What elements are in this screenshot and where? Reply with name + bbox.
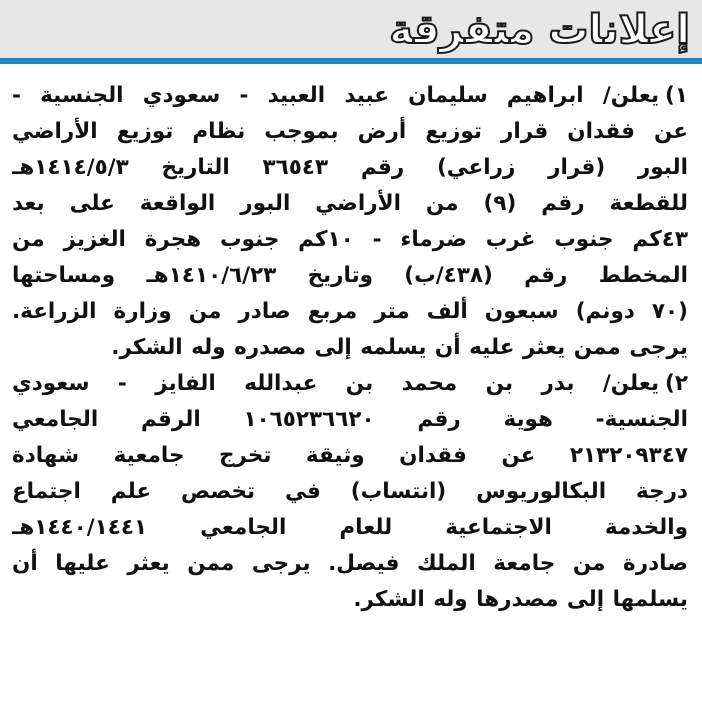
ad-2-line-1 [12,366,688,402]
classified-ads [12,78,688,618]
ad-1-line-4: للقطعة رقم (٩) من الأراضي البور الواقعة على بعد [12,191,688,216]
ad-1-line-7: (٧٠ دونم) سبعون ألف متر مربع صادر من وزارة الزراعة. [12,299,688,324]
ad-2-line-5: والخدمة الاجتماعية للعام الجامعي ١٤٤٠/١٤٤١هـ [12,515,688,540]
ad-1-line-6: المخطط رقم (٤٣٨/ب) وتاريخ ١٤١٠/٦/٢٣هـ ومساحتها [12,263,688,288]
ad-2-number: ٢) [665,371,688,396]
ad-1-line-3: البور (قرار زراعي) رقم ٣٦٥٤٣ التاريخ ١٤١٤/٥/٣هـ [12,155,688,180]
section-header [0,0,702,64]
section-title: إعلانات متفرقة [389,7,690,53]
classified-ad-1 [12,78,688,366]
ad-1-line-5: ٤٣كم جنوب غرب ضرماء - ١٠كم جنوب هجرة الغزيز من [12,227,688,252]
ad-1-number: ١) [665,83,688,108]
ad-2-line-1-text: يعلن/ بدر بن محمد بن عبدالله الفايز - سعودي [12,371,660,396]
ad-2-line-2: الجنسية- هوية رقم ١٠٦٥٢٣٦٦٢٠ الرقم الجامعي [12,407,688,432]
ad-1-line-2: عن فقدان قرار توزيع أرض بموجب نظام توزيع الأراضي [12,119,688,144]
classified-ad-2 [12,366,688,618]
ad-1-line-1-text: يعلن/ ابراهيم سليمان عبيد العبيد - سعودي الجنسية - [12,83,660,108]
ad-2-line-4: درجة البكالوريوس (انتساب) في تخصص علم اجتماع [12,479,688,504]
ad-2-line-3: ٢١٣٢٠٩٣٤٧ عن فقدان وثيقة تخرج جامعية شهادة [12,443,688,468]
ad-2-line-7: يسلمها إلى مصدرها وله الشكر. [353,587,688,612]
ad-1-line-8: يرجى ممن يعثر عليه أن يسلمه إلى مصدره وله الشكر. [111,335,688,360]
ad-1-line-1 [12,78,688,114]
ad-2-line-6: صادرة من جامعة الملك فيصل. يرجى ممن يعثر عليها أن [12,551,688,576]
